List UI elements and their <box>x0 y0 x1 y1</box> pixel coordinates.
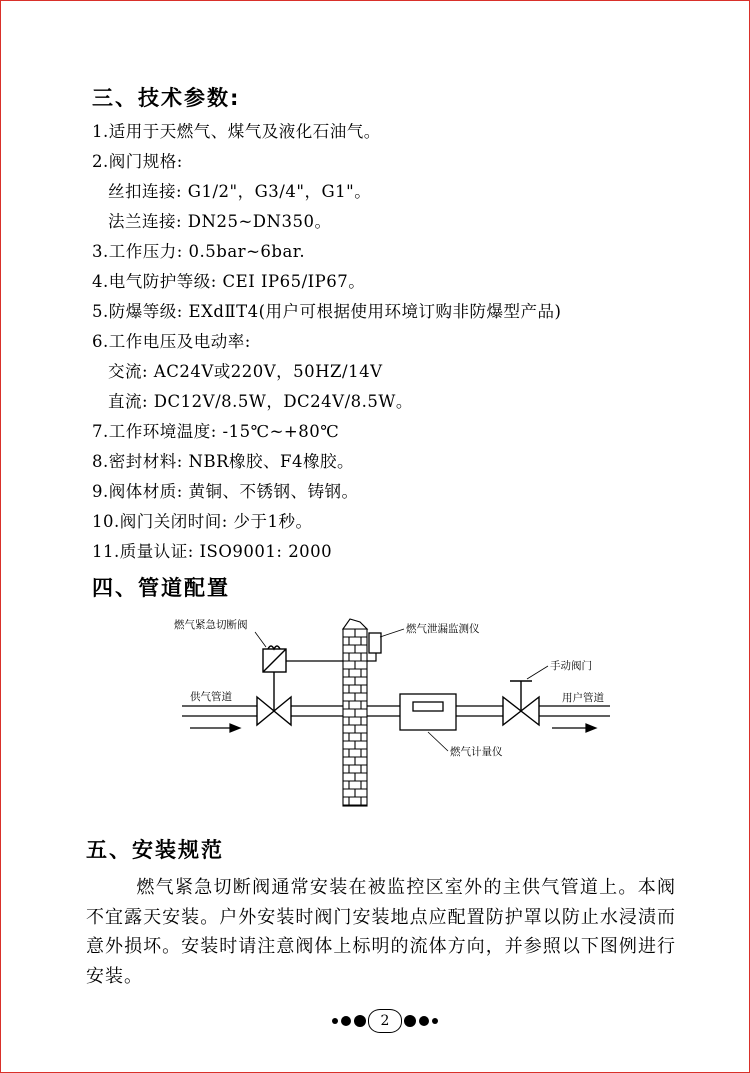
section3-title: 三、技术参数: <box>92 86 241 110</box>
section5-title: 五、安装规范 <box>86 838 224 862</box>
param-line: 6.工作电压及电动率: <box>92 332 251 351</box>
param-line: 2.阀门规格: <box>92 152 183 171</box>
page-footer <box>330 1006 440 1036</box>
param-line: 1.适用于天燃气、煤气及液化石油气。 <box>92 122 381 141</box>
param-line: 丝扣连接: G1/2"，G3/4"，G1"。 <box>108 182 372 201</box>
label-manual-valve: 手动阀门 <box>550 660 592 672</box>
param-line: 直流: DC12V/8.5W，DC24V/8.5W。 <box>108 392 413 411</box>
leak-detector-symbol <box>369 633 381 653</box>
outflow-arrow <box>552 724 596 732</box>
main-pipe <box>182 706 610 716</box>
label-meter: 燃气计量仪 <box>450 746 503 758</box>
label-supply-pipe: 供气管道 <box>190 691 232 703</box>
section4-title: 四、管道配置 <box>92 576 230 600</box>
param-line: 11.质量认证: ISO9001: 2000 <box>92 542 333 561</box>
param-line: 8.密封材料: NBR橡胶、F4橡胶。 <box>92 452 354 471</box>
label-leak-detector: 燃气泄漏监测仪 <box>406 623 480 635</box>
gas-meter-symbol <box>400 694 456 730</box>
pipeline-diagram <box>170 605 630 815</box>
param-line: 交流: AC24V或220V，50HZ/14V <box>108 362 383 381</box>
label-user-pipe: 用户管道 <box>562 692 604 704</box>
param-line: 9.阀体材质: 黄铜、不锈钢、铸钢。 <box>92 482 359 501</box>
param-line: 7.工作环境温度: -15℃~+80℃ <box>92 422 340 441</box>
installation-paragraph: 燃气紧急切断阀通常安装在被监控区室外的主供气管道上。本阀不宜露天安装。户外安装时阀门安装地点应配置防护罩以防止水浸渍而意外损坏。安装时请注意阀体上标明的流体方向，并参照以下图例进行安装。 <box>86 877 676 987</box>
param-line: 4.电气防护等级: CEI IP65/IP67。 <box>92 272 366 291</box>
brick-wall <box>343 629 367 806</box>
label-emergency-valve: 燃气紧急切断阀 <box>174 619 248 631</box>
page-number: 2 <box>368 1009 402 1033</box>
emergency-valve-symbol <box>257 646 291 725</box>
param-line: 10.阀门关闭时间: 少于1秒。 <box>92 512 313 531</box>
manual-valve-symbol <box>503 681 539 725</box>
inflow-arrow <box>190 724 240 732</box>
param-line: 3.工作压力: 0.5bar~6bar. <box>92 242 306 261</box>
param-line: 5.防爆等级: EXdⅡT4(用户可根据使用环境订购非防爆型产品) <box>92 302 562 321</box>
param-line: 法兰连接: DN25~DN350。 <box>108 212 332 231</box>
